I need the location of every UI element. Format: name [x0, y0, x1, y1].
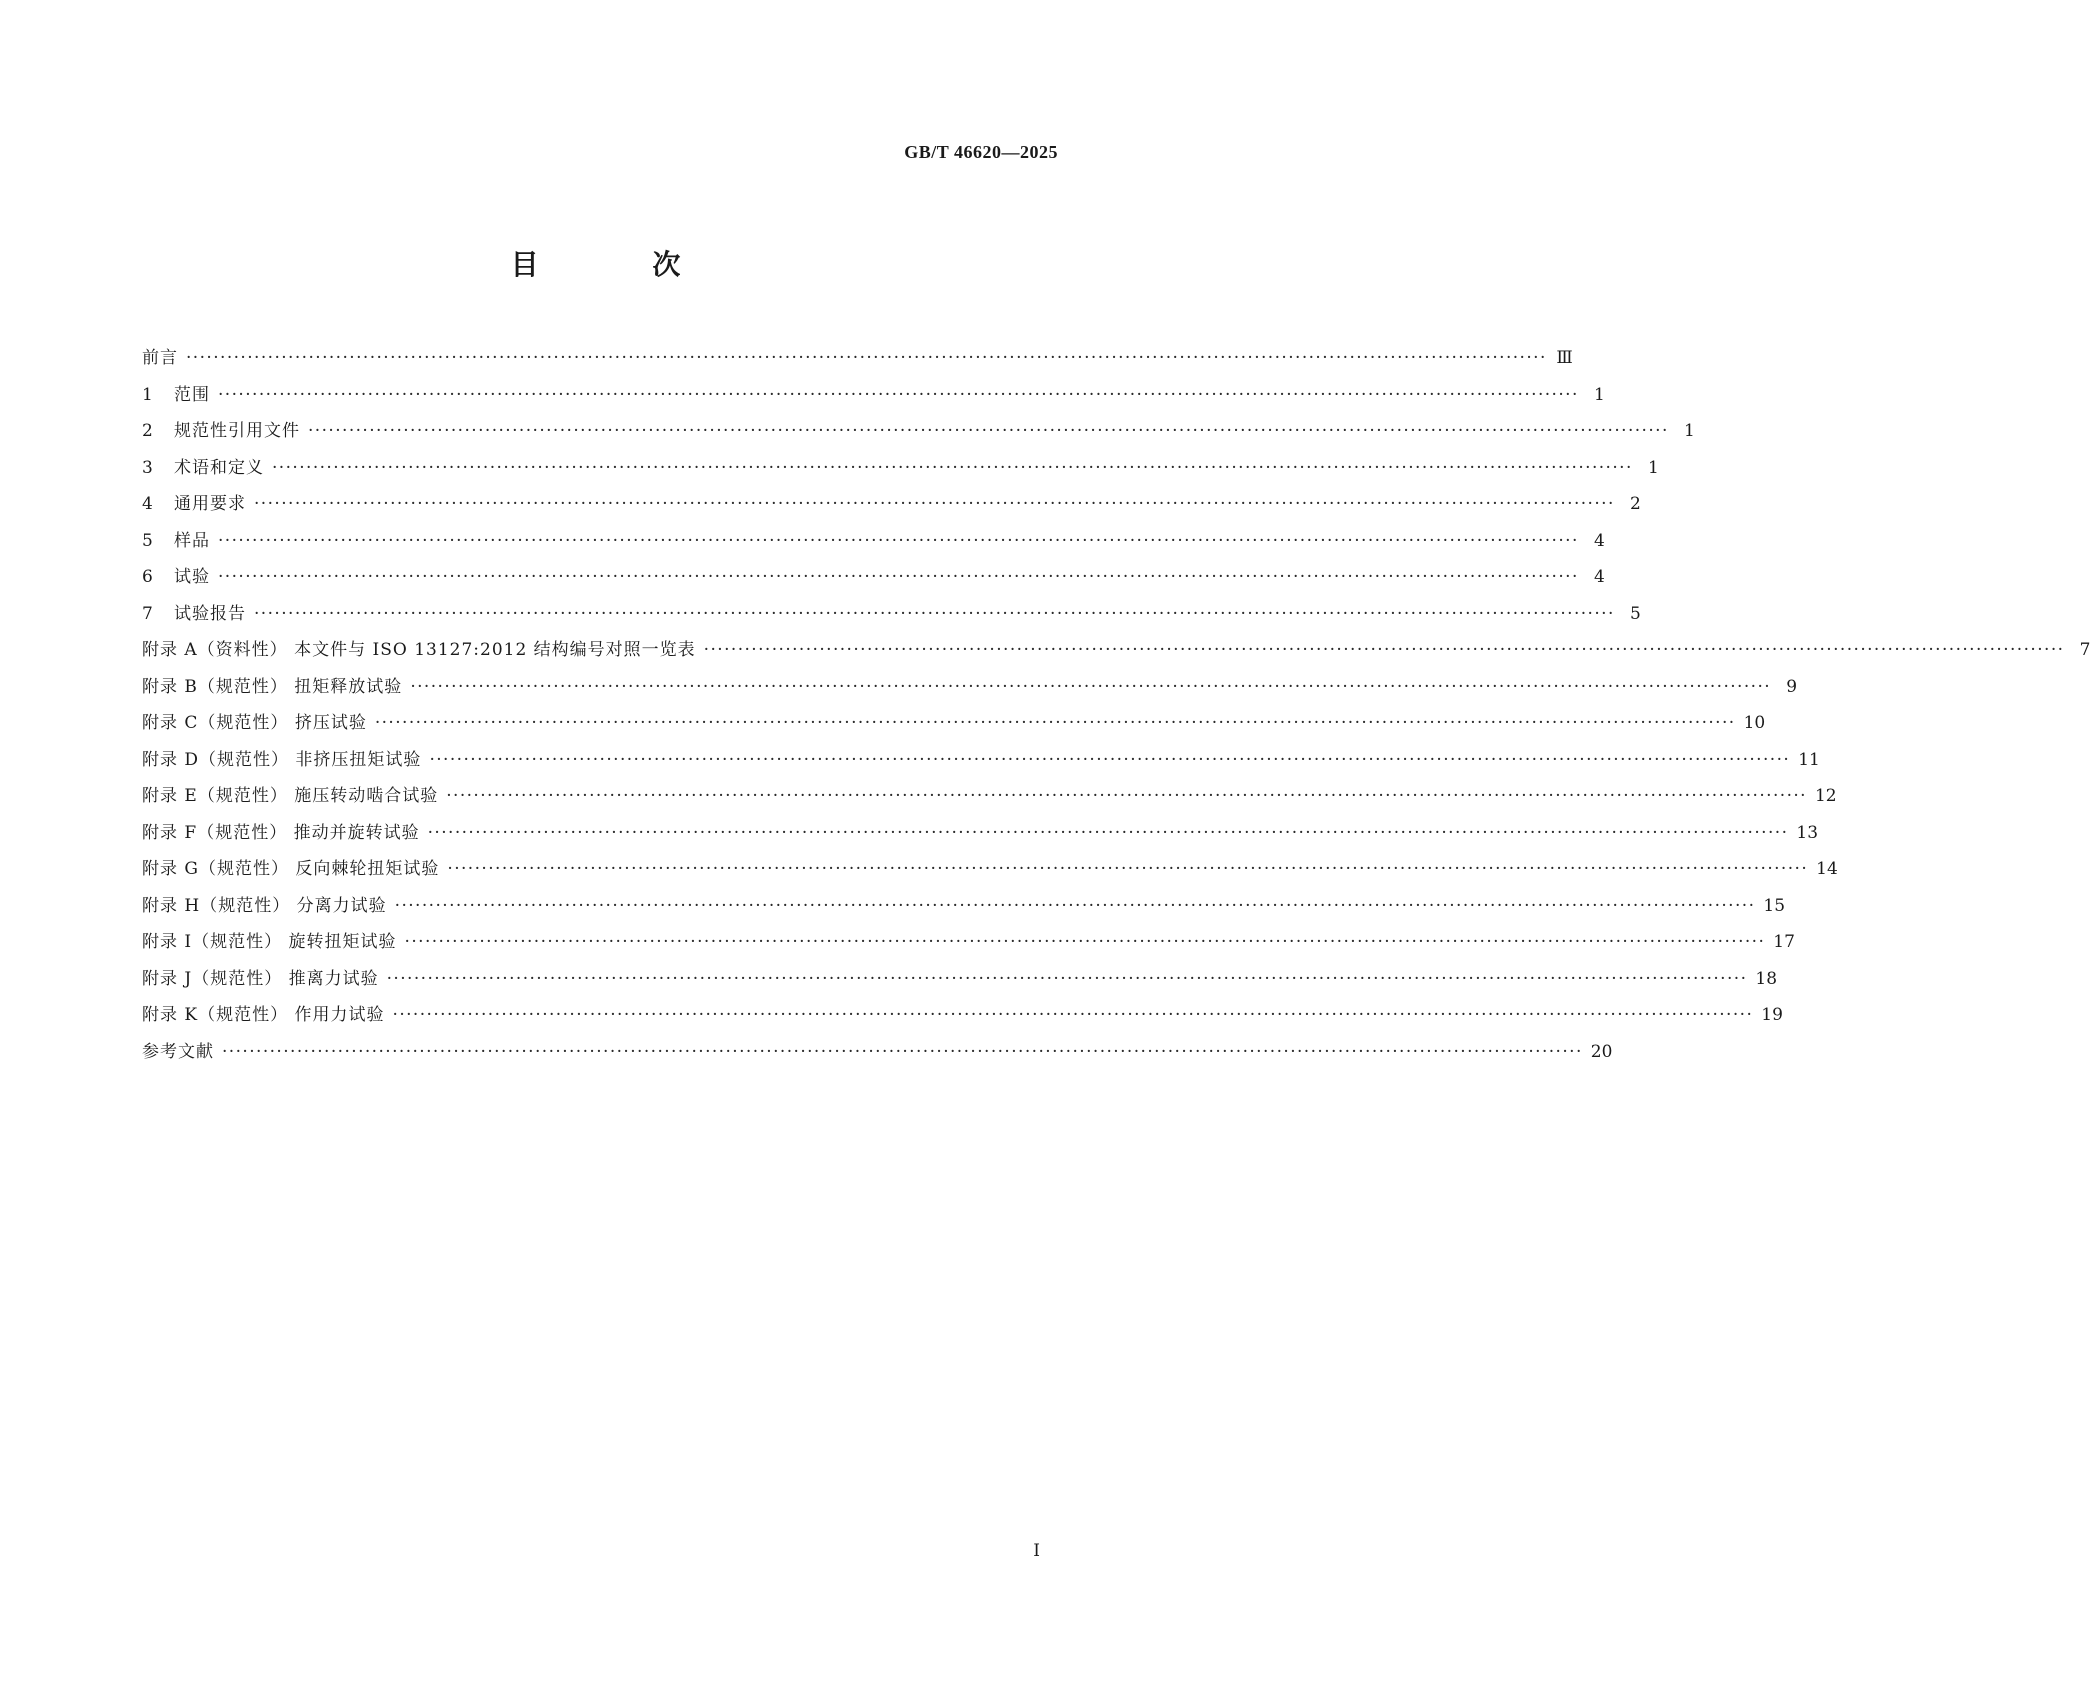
toc-entry-scope[interactable]: [142, 377, 1605, 414]
toc-entry-label: 4 通用要求: [142, 486, 246, 523]
toc-entry-page: 9: [1786, 676, 1798, 697]
toc-leader: ········································································································································································································: [308, 421, 1669, 441]
toc-entry-tests[interactable]: [142, 559, 1605, 596]
toc-entry-page: 20: [1590, 1041, 1613, 1062]
toc-entry-page: 1: [1593, 384, 1605, 405]
toc-entry-annex-f[interactable]: [142, 815, 1819, 852]
toc-entry-annex-j[interactable]: [142, 961, 1778, 998]
toc-entry-terms[interactable]: [142, 450, 1659, 487]
toc-entry-page: 1: [1683, 421, 1695, 441]
toc-entry-annex-e[interactable]: [142, 778, 1837, 815]
toc-entry-label: 前言: [142, 348, 178, 368]
toc-entry-number: 2: [142, 421, 154, 441]
toc-leader: ········································································································································································································: [392, 1005, 1754, 1025]
toc-leader: ········································································································································································································: [272, 457, 1633, 478]
toc-leader: ········································································································································································································: [410, 676, 1772, 697]
toc-entry-label: 6 试验: [142, 559, 210, 596]
toc-entry-page: 10: [1743, 713, 1766, 733]
toc-entry-label: 附录 H（规范性） 分离力试验: [142, 895, 387, 916]
toc-entry-label: 3 术语和定义: [142, 450, 264, 487]
page-number: I: [1033, 1541, 1040, 1561]
toc-entry-label: 1 范围: [142, 377, 210, 414]
toc-entry-page: 4: [1593, 530, 1605, 551]
toc-entry-page: 5: [1629, 603, 1641, 624]
toc-entry-page: 19: [1761, 1005, 1783, 1025]
toc-entry-page: Ⅲ: [1556, 348, 1573, 368]
toc-entry-label: 7 试验报告: [142, 596, 246, 633]
toc-entry-label: 附录 J（规范性） 推离力试验: [142, 968, 379, 989]
toc-entry-foreword[interactable]: [142, 340, 1573, 377]
toc-title: 目 次: [510, 248, 733, 281]
toc-entry-page: 17: [1773, 932, 1795, 952]
toc-entry-page: 15: [1763, 895, 1786, 916]
toc-entry-label: 附录 A（资料性） 本文件与 ISO 13127:2012 结构编号对照一览表: [142, 640, 696, 660]
toc-entry-annex-c[interactable]: [142, 705, 1766, 742]
toc-leader: ········································································································································································································: [447, 859, 1809, 879]
toc-entry-page: 1: [1647, 457, 1659, 478]
toc-entry-label: 附录 G（规范性） 反向棘轮扭矩试验: [142, 859, 440, 879]
toc-entry-annex-g[interactable]: [142, 851, 1838, 888]
toc-leader: ········································································································································································································: [386, 968, 1748, 989]
toc-entry-number: 3: [142, 457, 154, 478]
toc-entry-page: 18: [1755, 968, 1778, 989]
toc-entry-page: 13: [1796, 822, 1819, 843]
toc-entry-label: 附录 K（规范性） 作用力试验: [142, 1005, 385, 1025]
toc-leader: ········································································································································································································: [446, 786, 1807, 806]
toc-entry-label: 附录 D（规范性） 非挤压扭矩试验: [142, 749, 422, 770]
toc-entry-number: 7: [142, 603, 154, 624]
toc-entry-normative-references[interactable]: [142, 413, 1695, 450]
standard-code: GB/T 46620—2025: [904, 142, 1058, 162]
toc-entry-bibliography[interactable]: [142, 1034, 1613, 1071]
toc-entry-page: 11: [1798, 749, 1820, 770]
toc-entry-annex-k[interactable]: [142, 997, 1783, 1034]
toc-entry-annex-h[interactable]: [142, 888, 1786, 925]
toc-leader: ········································································································································································································: [404, 932, 1766, 952]
toc-leader: ········································································································································································································: [254, 603, 1615, 624]
toc-leader: ········································································································································································································: [218, 384, 1579, 405]
toc-leader: ········································································································································································································: [218, 530, 1579, 551]
toc-entry-general-requirements[interactable]: [142, 486, 1641, 523]
toc-entry-label: 5 样品: [142, 523, 210, 560]
toc-entry-label: 参考文献: [142, 1041, 214, 1062]
toc-leader: ········································································································································································································: [186, 348, 1547, 368]
toc-list: [142, 340, 2090, 1070]
toc-entry-annex-d[interactable]: [142, 742, 1820, 779]
toc-leader: ········································································································································································································: [394, 895, 1756, 916]
toc-entry-number: 1: [142, 384, 154, 405]
toc-entry-number: 6: [142, 567, 154, 587]
toc-entry-annex-b[interactable]: [142, 669, 1798, 706]
toc-leader: ········································································································································································································: [374, 713, 1736, 733]
toc-entry-page: 4: [1593, 567, 1605, 587]
toc-leader: ········································································································································································································: [427, 822, 1789, 843]
toc-entry-number: 4: [142, 494, 154, 514]
toc-leader: ········································································································································································································: [703, 640, 2065, 660]
toc-leader: ········································································································································································································: [429, 749, 1791, 770]
toc-entry-label: 2 规范性引用文件: [142, 413, 300, 450]
toc-entry-label: 附录 C（规范性） 挤压试验: [142, 713, 367, 733]
toc-entry-label: 附录 B（规范性） 扭矩释放试验: [142, 676, 403, 697]
toc-entry-number: 5: [142, 530, 154, 551]
toc-leader: ········································································································································································································: [222, 1041, 1583, 1062]
toc-entry-label: 附录 I（规范性） 旋转扭矩试验: [142, 932, 397, 952]
toc-leader: ········································································································································································································: [218, 567, 1579, 587]
toc-entry-page: 7: [2079, 640, 2090, 660]
toc-entry-label: 附录 F（规范性） 推动并旋转试验: [142, 822, 420, 843]
toc-leader: ········································································································································································································: [254, 494, 1615, 514]
toc-entry-annex-i[interactable]: [142, 924, 1795, 961]
toc-entry-samples[interactable]: [142, 523, 1605, 560]
toc-entry-page: 14: [1816, 859, 1838, 879]
toc-entry-test-report[interactable]: [142, 596, 1641, 633]
toc-entry-page: 12: [1814, 786, 1837, 806]
toc-entry-annex-a[interactable]: [142, 632, 2090, 669]
toc-entry-page: 2: [1629, 494, 1641, 514]
toc-entry-label: 附录 E（规范性） 施压转动啮合试验: [142, 786, 439, 806]
